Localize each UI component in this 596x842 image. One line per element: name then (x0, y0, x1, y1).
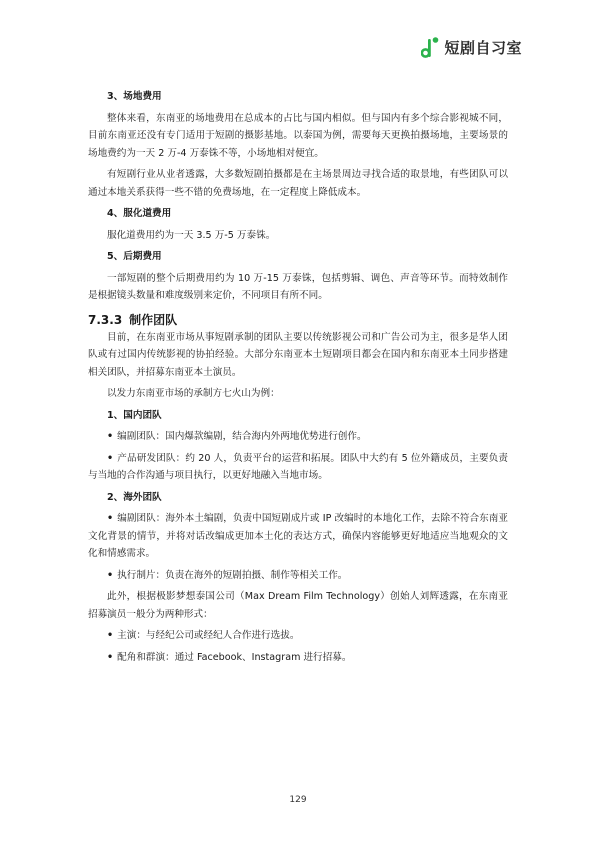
domestic-team-heading: 1、国内团队 (107, 409, 162, 421)
list-item-text: 产品研发团队：约 20 人，负责平台的运营和拓展。团队中大约有 5 位外籍成员，主要负责与当地的合作沟通与项目执行，以更好地融入当地市场。 (88, 452, 508, 481)
section-number: 7.3.3 (88, 312, 123, 327)
costume-paragraph: 服化道费用约为一天 3.5 万-5 万泰铢。 (107, 229, 276, 241)
page-number: 129 (289, 795, 307, 805)
list-item-text: 配角和群演：通过 Facebook、Instagram 进行招募。 (117, 651, 352, 663)
venue-paragraph-1: 整体来看，东南亚的场地费用在总成本的占比与国内相似。但与国内有多个综合影视城不同，目前东南亚还没有专门适用于短剧的摄影基地。以泰国为例，需要每天更换拍摄场地，主要场景的场地费约为一天 2 万-4 万泰铢不等，小场地相对便宜。 (88, 112, 508, 159)
bullet-icon: • (107, 431, 114, 442)
team-paragraph-3: 此外，根据极影梦想泰国公司（Max Dream Film Technology）创始人刘辉透露，在东南亚招募演员一般分为两种形式： (88, 591, 508, 620)
list-item-text: 编剧团队：国内爆款编剧，结合海内外两地优势进行创作。 (117, 431, 367, 442)
venue-paragraph-2: 有短剧行业从业者透露，大多数短剧拍摄都是在主场景周边寻找合适的取景地，有些团队可以通过本地关系获得一些不错的免费场地，在一定程度上降低成本。 (88, 169, 508, 198)
team-paragraph-2: 以发力东南亚市场的承制方七火山为例： (107, 388, 280, 399)
section-title: 制作团队 (129, 312, 178, 327)
post-heading: 5、后期费用 (107, 251, 162, 262)
list-item-text: 编剧团队：海外本土编剧，负责中国短剧成片或 IP 改编时的本地化工作，去除不符合东南亚文化背景的情节，并将对话改编成更加本土化的表达方式，确保内容能够更好地适应当地观众的文化和情感需求。 (88, 513, 508, 559)
bullet-icon: • (107, 513, 114, 524)
bullet-icon: • (107, 630, 114, 641)
team-paragraph-1: 目前，在东南亚市场从事短剧承制的团队主要以传统影视公司和广告公司为主，很多是华人团队或有过国内传统影视的协拍经验。大部分东南亚本土短剧项目都会在国内和东南亚本土同步搭建相关团队，并招募东南亚本土演员。 (88, 331, 508, 378)
costume-heading: 4、服化道费用 (107, 208, 172, 219)
list-item (88, 428, 508, 446)
list-item-text: 主演：与经纪公司或经纪人合作进行选拔。 (117, 630, 300, 641)
list-item-text: 执行制片：负责在海外的短剧拍摄、制作等相关工作。 (117, 569, 348, 581)
venue-heading: 3、场地费用 (107, 91, 162, 102)
brand-name: 短剧自习室 (444, 39, 522, 57)
team-section-heading (88, 311, 508, 329)
bullet-icon: • (107, 569, 114, 581)
overseas-team-heading: 2、海外团队 (107, 491, 162, 503)
brand-logo-icon (421, 36, 441, 60)
bullet-icon: • (107, 651, 114, 663)
list-item (88, 450, 508, 485)
post-paragraph: 一部短剧的整个后期费用约为 10 万-15 万泰铢，包括剪辑、调色、声音等环节。而特效制作是根据镜头数量和难度级别来定价，不同项目有所不同。 (88, 272, 508, 301)
bullet-icon: • (107, 452, 114, 464)
page-header (0, 0, 596, 70)
brand-logo (421, 36, 522, 60)
main-content (88, 88, 508, 670)
list-item (88, 567, 508, 585)
list-item (88, 627, 508, 645)
list-item (88, 510, 508, 563)
list-item (88, 649, 508, 667)
